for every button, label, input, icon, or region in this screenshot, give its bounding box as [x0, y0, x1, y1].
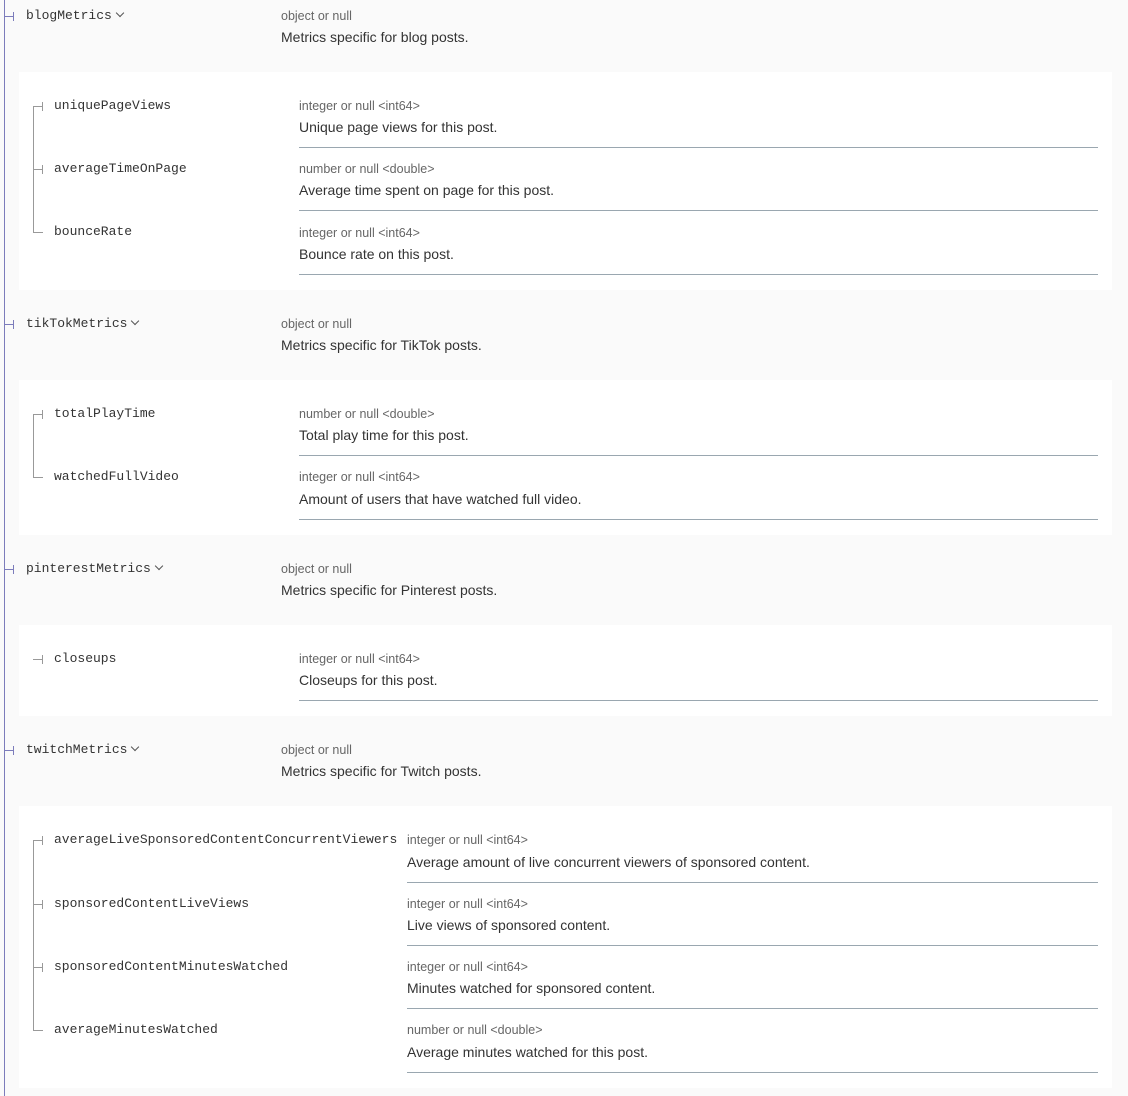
property-name: tikTokMetrics: [26, 316, 128, 331]
nested-property-description: Amount of users that have watched full video.: [299, 491, 582, 507]
nested-property-type: integer or null <int64>: [407, 833, 528, 847]
nested-property-description: Bounce rate on this post.: [299, 246, 454, 262]
row-divider: [407, 1072, 1098, 1073]
schema-tree-rail: [4, 0, 5, 1096]
property-description: Metrics specific for Pinterest posts.: [281, 582, 498, 598]
property-description: Metrics specific for blog posts.: [281, 29, 469, 45]
nested-property-description: Minutes watched for sponsored content.: [407, 980, 656, 996]
nested-properties-panel: [19, 72, 1112, 290]
nested-property-name: averageLiveSponsoredContentConcurrentViewers: [54, 832, 398, 847]
nested-property-name: totalPlayTime: [54, 406, 156, 421]
property-name-toggle[interactable]: [26, 316, 138, 331]
row-divider: [407, 945, 1098, 946]
nested-properties-panel: [19, 806, 1112, 1088]
nested-property-name: closeups: [54, 651, 117, 666]
nested-property-type: integer or null <int64>: [299, 652, 420, 666]
nested-property-description: Live views of sponsored content.: [407, 917, 611, 933]
tree-branch-icon: [33, 904, 43, 905]
tree-branch-icon: [33, 840, 43, 841]
nested-property-description: Average amount of live concurrent viewers of sponsored content.: [407, 854, 810, 870]
property-description: Metrics specific for TikTok posts.: [281, 337, 482, 353]
tree-branch-icon: [4, 16, 14, 17]
tree-line: [33, 414, 34, 477]
property-name-toggle[interactable]: [26, 742, 138, 757]
property-type: object or null: [281, 743, 352, 757]
nested-property-type: integer or null <int64>: [407, 960, 528, 974]
nested-property-type: integer or null <int64>: [299, 470, 420, 484]
nested-property-type: number or null <double>: [299, 407, 435, 421]
row-divider: [299, 519, 1098, 520]
property-name: blogMetrics: [26, 8, 112, 23]
nested-properties-panel: [19, 380, 1112, 535]
nested-property-type: integer or null <int64>: [407, 897, 528, 911]
chevron-down-icon: [155, 562, 163, 570]
nested-property-type: number or null <double>: [299, 162, 435, 176]
chevron-down-icon: [116, 9, 124, 17]
row-divider: [299, 210, 1098, 211]
tree-line: [33, 840, 34, 1030]
nested-property-description: Unique page views for this post.: [299, 119, 498, 135]
row-divider: [299, 147, 1098, 148]
nested-property-description: Average minutes watched for this post.: [407, 1044, 648, 1060]
tree-branch-icon: [33, 1030, 43, 1031]
property-name-toggle[interactable]: [26, 8, 123, 23]
nested-property-description: Average time spent on page for this post.: [299, 182, 555, 198]
tree-branch-icon: [33, 414, 43, 415]
tree-branch-icon: [4, 750, 14, 751]
row-divider: [299, 455, 1098, 456]
nested-properties-panel: [19, 625, 1112, 716]
row-divider: [407, 882, 1098, 883]
nested-property-name: uniquePageViews: [54, 98, 172, 113]
row-divider: [407, 1008, 1098, 1009]
tree-branch-icon: [33, 967, 43, 968]
property-type: object or null: [281, 9, 352, 23]
nested-property-type: number or null <double>: [407, 1023, 543, 1037]
property-type: object or null: [281, 317, 352, 331]
tree-branch-icon: [33, 169, 43, 170]
nested-property-name: sponsoredContentLiveViews: [54, 896, 250, 911]
chevron-down-icon: [131, 317, 139, 325]
nested-property-name: watchedFullVideo: [54, 469, 179, 484]
nested-property-name: averageTimeOnPage: [54, 161, 187, 176]
chevron-down-icon: [131, 743, 139, 751]
nested-property-type: integer or null <int64>: [299, 226, 420, 240]
property-description: Metrics specific for Twitch posts.: [281, 763, 482, 779]
row-divider: [299, 274, 1098, 275]
tree-branch-icon: [4, 569, 14, 570]
tree-branch-icon: [33, 659, 43, 660]
tree-branch-icon: [4, 324, 14, 325]
nested-property-description: Total play time for this post.: [299, 427, 469, 443]
tree-branch-icon: [33, 232, 43, 233]
nested-property-name: bounceRate: [54, 224, 133, 239]
nested-property-name: sponsoredContentMinutesWatched: [54, 959, 289, 974]
tree-branch-icon: [33, 106, 43, 107]
property-name: pinterestMetrics: [26, 561, 151, 576]
row-divider: [299, 700, 1098, 701]
property-name: twitchMetrics: [26, 742, 128, 757]
nested-property-description: Closeups for this post.: [299, 672, 438, 688]
property-type: object or null: [281, 562, 352, 576]
tree-branch-icon: [33, 477, 43, 478]
nested-property-type: integer or null <int64>: [299, 99, 420, 113]
nested-property-name: averageMinutesWatched: [54, 1022, 218, 1037]
property-name-toggle[interactable]: [26, 561, 162, 576]
